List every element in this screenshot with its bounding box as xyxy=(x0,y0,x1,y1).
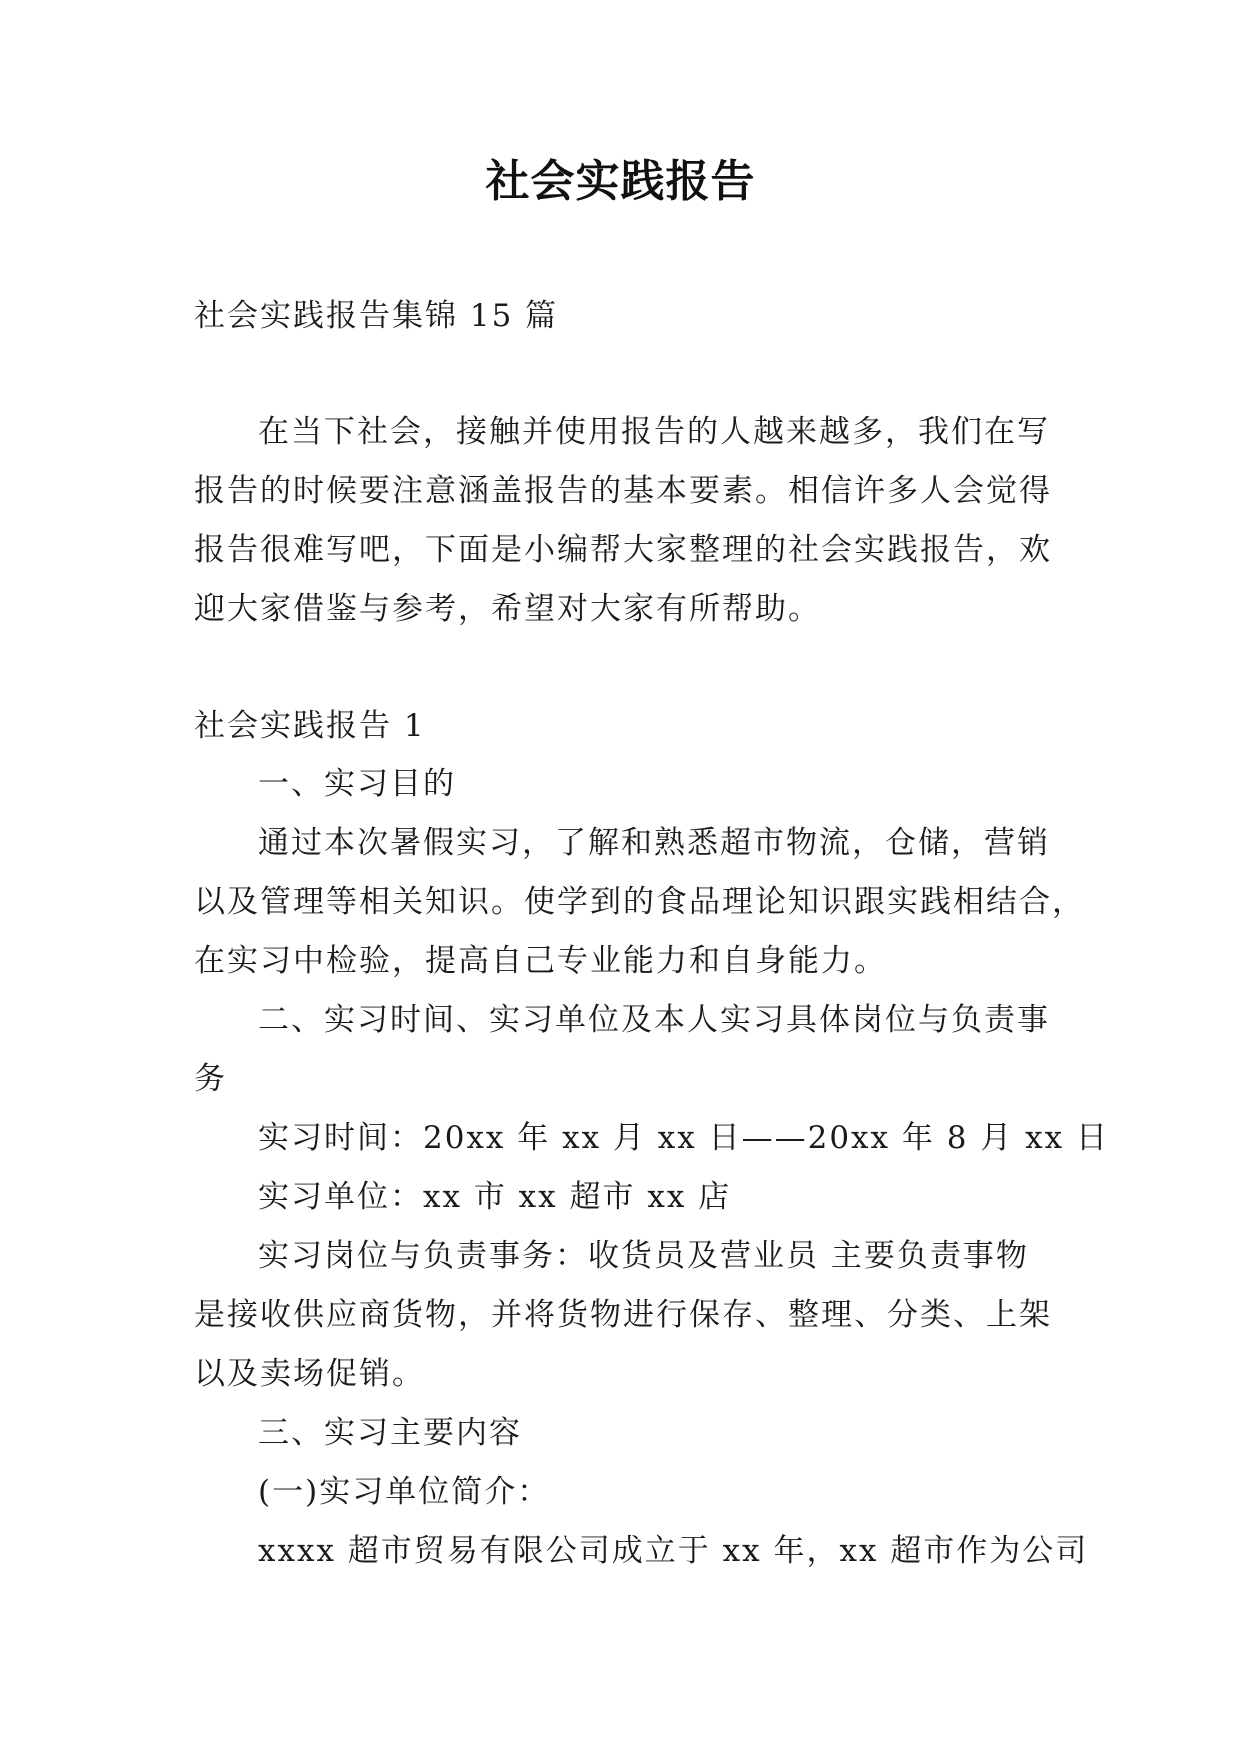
document-title: 社会实践报告 xyxy=(485,156,756,207)
intro-line-2: 报告的时候要注意涵盖报告的基本要素。相信许多人会觉得 xyxy=(194,473,1052,509)
subheading-unit-intro: (一)实习单位简介： xyxy=(258,1474,551,1510)
purpose-line-1: 通过本次暑假实习，了解和熟悉超市物流，仓储，营销 xyxy=(258,825,1050,861)
heading-time-unit-line-2: 务 xyxy=(194,1061,227,1097)
subtitle-line: 社会实践报告集锦 15 篇 xyxy=(194,298,559,334)
heading-main-content: 三、实习主要内容 xyxy=(258,1415,522,1451)
heading-purpose: 一、实习目的 xyxy=(258,766,456,802)
unit-intro-line-1: xxxx 超市贸易有限公司成立于 xx 年，xx 超市作为公司 xyxy=(258,1533,1089,1569)
internship-post-line-3: 以及卖场促销。 xyxy=(194,1356,425,1392)
purpose-line-3: 在实习中检验，提高自己专业能力和自身能力。 xyxy=(194,943,887,979)
intro-line-3: 报告很难写吧，下面是小编帮大家整理的社会实践报告，欢 xyxy=(194,532,1052,568)
heading-time-unit-line-1: 二、实习时间、实习单位及本人实习具体岗位与负责事 xyxy=(258,1002,1050,1038)
intro-line-4: 迎大家借鉴与参考，希望对大家有所帮助。 xyxy=(194,591,821,627)
internship-post-line-2: 是接收供应商货物，并将货物进行保存、整理、分类、上架 xyxy=(194,1297,1052,1333)
purpose-line-2: 以及管理等相关知识。使学到的食品理论知识跟实践相结合， xyxy=(194,884,1085,920)
section-heading-report-1: 社会实践报告 1 xyxy=(194,708,426,744)
intro-line-1: 在当下社会，接触并使用报告的人越来越多，我们在写 xyxy=(258,414,1050,450)
internship-unit: 实习单位：xx 市 xx 超市 xx 店 xyxy=(258,1179,732,1215)
internship-post-line-1: 实习岗位与负责事务：收货员及营业员 主要负责事物 xyxy=(258,1238,1029,1274)
internship-time: 实习时间：20xx 年 xx 月 xx 日——20xx 年 8 月 xx 日 xyxy=(258,1120,1109,1156)
